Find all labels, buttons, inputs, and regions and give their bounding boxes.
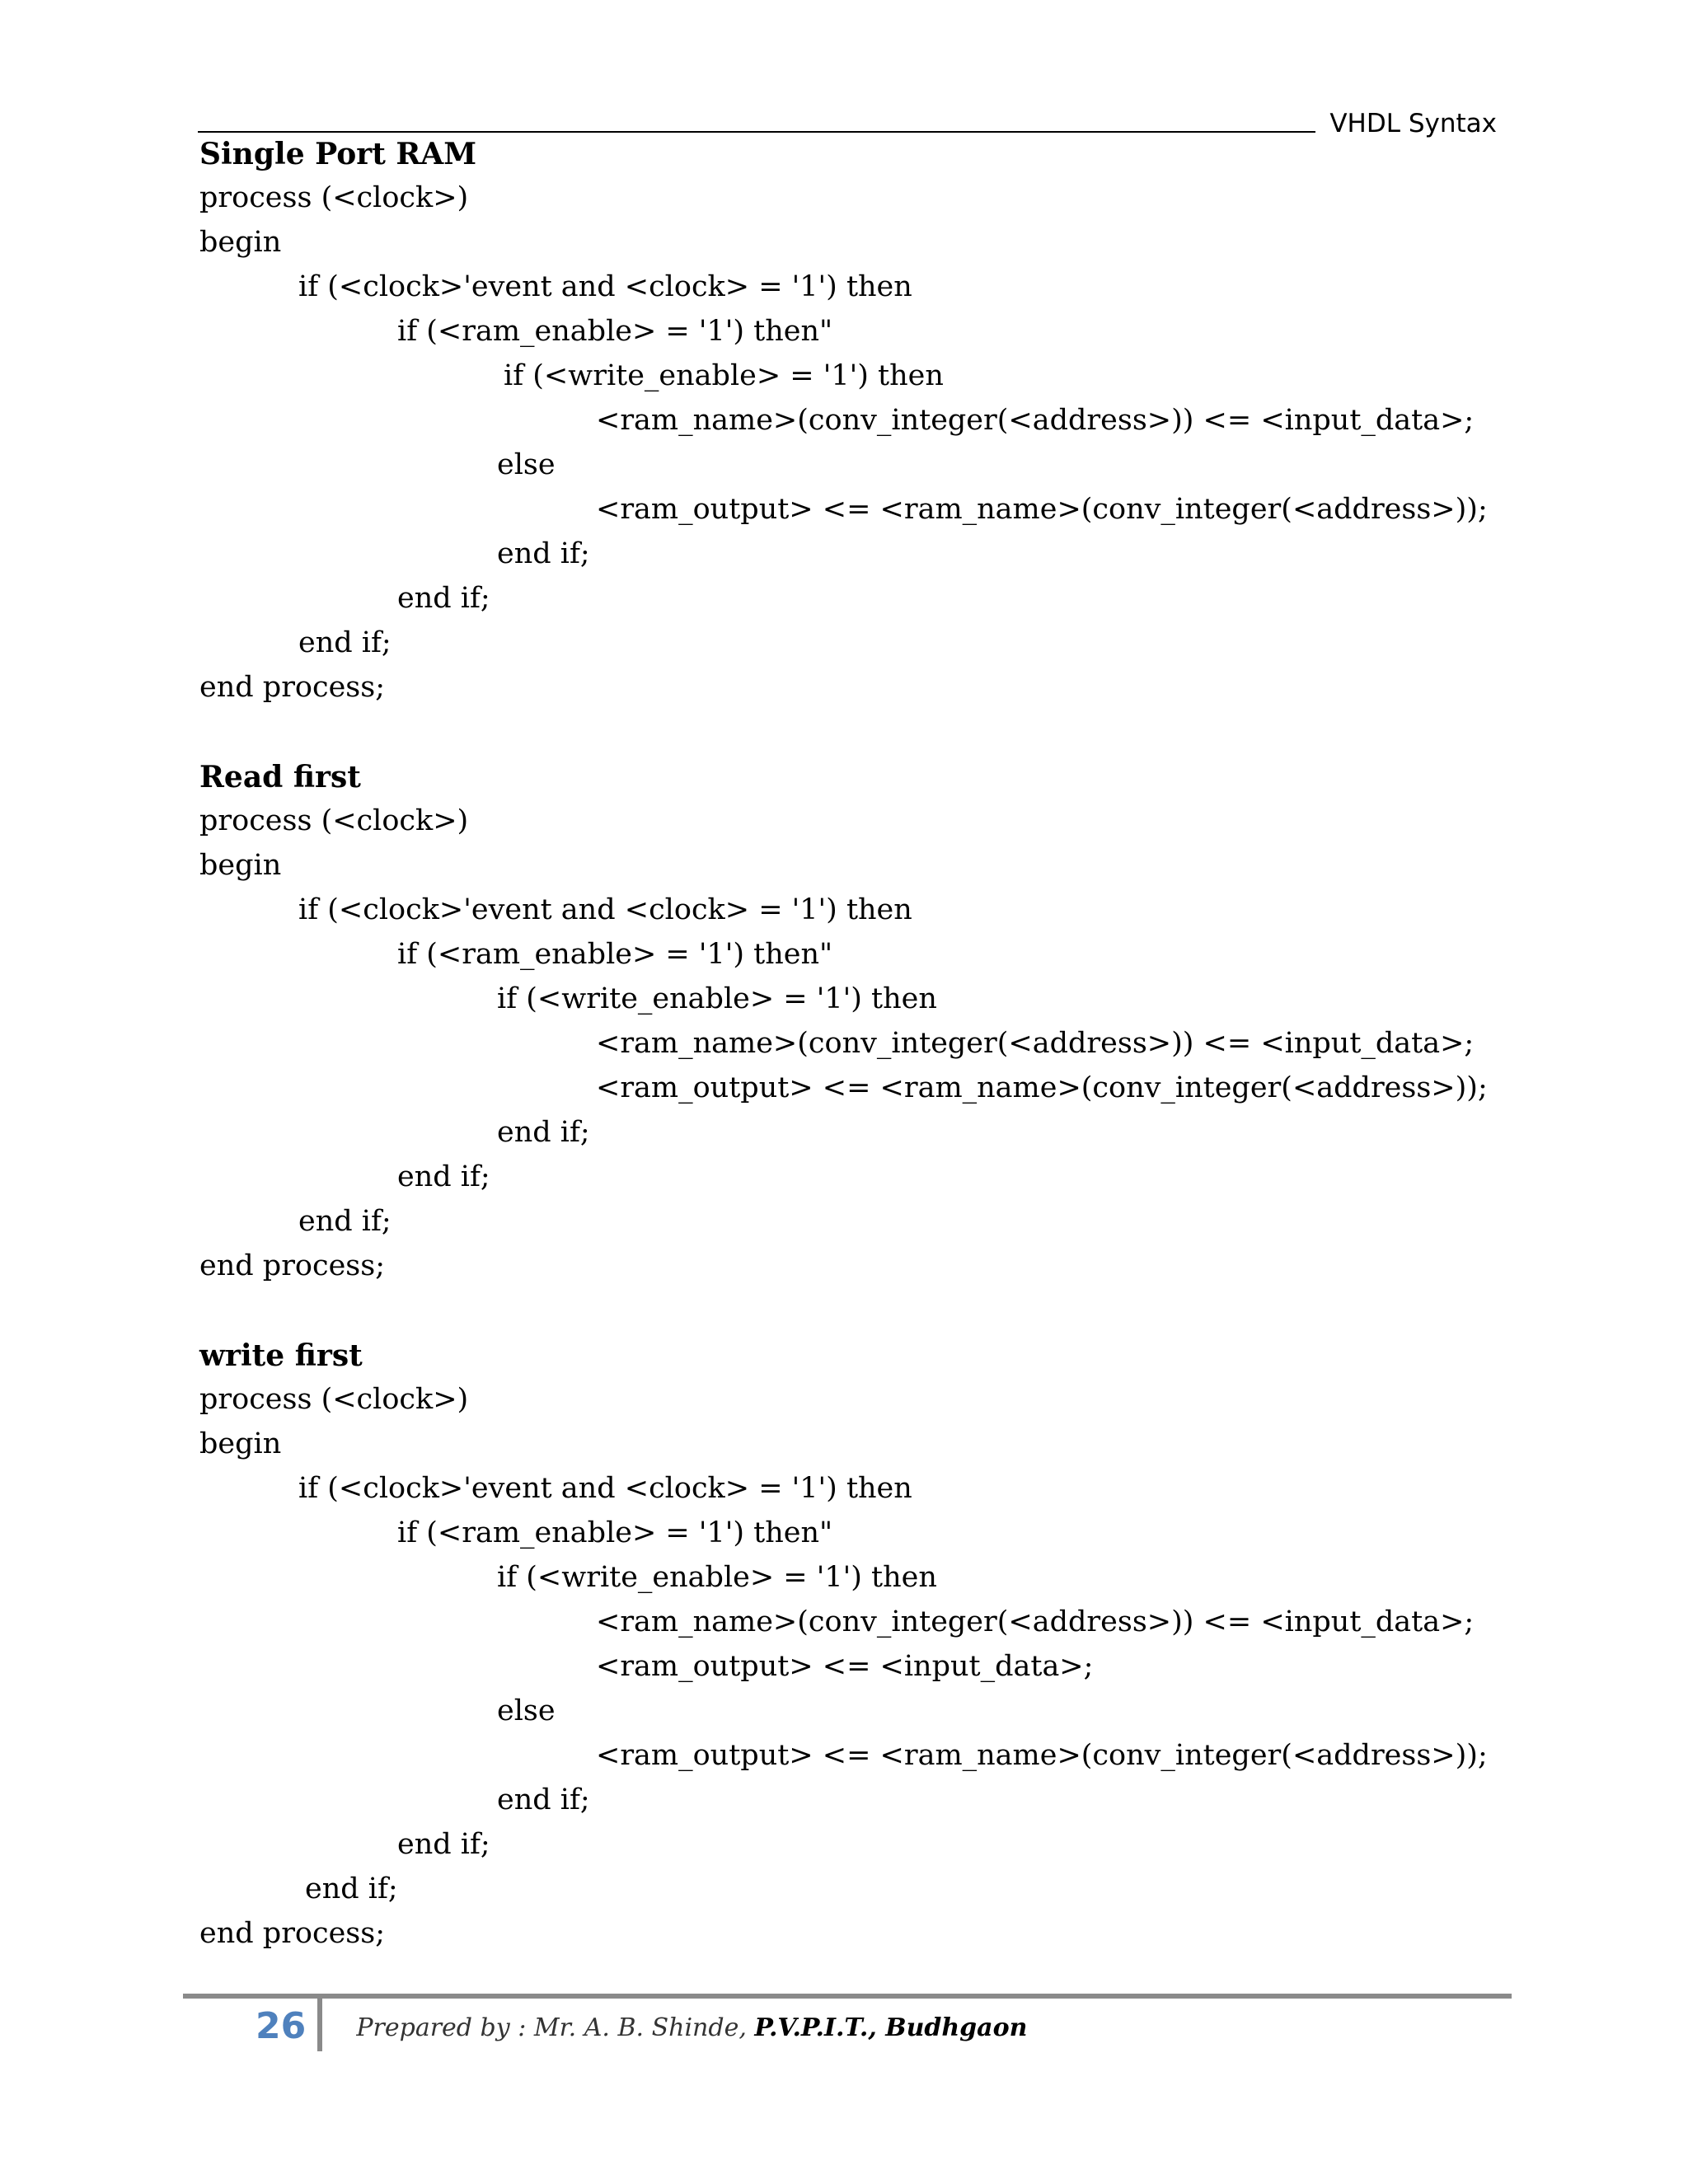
code-line: begin — [199, 226, 282, 259]
institution-text: P.V.P.I.T., Budhgaon — [754, 2013, 1028, 2042]
code-line: begin — [199, 1427, 282, 1460]
header-rule — [198, 131, 1315, 133]
code-line: process (<clock>) — [199, 1383, 469, 1416]
code-line: begin — [199, 849, 282, 882]
code-line: end if; — [298, 1205, 392, 1238]
code-line: if (<ram_enable> = '1') then" — [397, 315, 833, 348]
code-line: end if; — [497, 1116, 590, 1149]
prepared-by-text: Prepared by : Mr. A. B. Shinde, — [356, 2013, 755, 2042]
code-line: if (<ram_enable> = '1') then" — [397, 1516, 833, 1549]
code-line: else — [497, 448, 556, 481]
code-line: <ram_name>(conv_integer(<address>)) <= <input_data>; — [596, 404, 1475, 437]
footer-rule — [183, 1994, 1512, 1999]
code-line: <ram_name>(conv_integer(<address>)) <= <input_data>; — [596, 1027, 1475, 1060]
code-line: else — [497, 1694, 556, 1727]
code-line: if (<clock>'event and <clock> = '1') then — [298, 270, 912, 303]
code-line: end if; — [397, 582, 490, 615]
section-title: Read first — [199, 760, 361, 794]
code-line: end if; — [298, 626, 392, 659]
code-line: <ram_output> <= <ram_name>(conv_integer(<address>)); — [596, 1739, 1488, 1772]
section-title: Single Port RAM — [199, 137, 477, 171]
code-line: process (<clock>) — [199, 804, 469, 837]
code-line: end process; — [199, 1917, 386, 1950]
code-line: end process; — [199, 1249, 386, 1282]
code-line: end process; — [199, 671, 386, 704]
code-line: end if; — [305, 1872, 398, 1905]
code-line: end if; — [497, 537, 590, 570]
header-title: VHDL Syntax — [1329, 109, 1497, 138]
code-line: if (<clock>'event and <clock> = '1') then — [298, 1472, 912, 1505]
code-line: <ram_output> <= <input_data>; — [596, 1650, 1094, 1683]
code-line: <ram_name>(conv_integer(<address>)) <= <input_data>; — [596, 1605, 1475, 1638]
code-line: end if; — [397, 1828, 490, 1861]
code-line: end if; — [397, 1160, 490, 1193]
footer-credit — [340, 2003, 1027, 2054]
code-line: if (<clock>'event and <clock> = '1') then — [298, 893, 912, 926]
code-line: end if; — [497, 1783, 590, 1816]
page-number: 26 — [256, 2005, 307, 2047]
code-line: if (<ram_enable> = '1') then" — [397, 938, 833, 971]
code-line: process (<clock>) — [199, 181, 469, 214]
code-line: if (<write_enable> = '1') then — [497, 1561, 937, 1594]
code-line: <ram_output> <= <ram_name>(conv_integer(<address>)); — [596, 1071, 1488, 1104]
code-line: if (<write_enable> = '1') then — [497, 982, 937, 1015]
section-title: write first — [199, 1338, 363, 1373]
code-line: if (<write_enable> = '1') then — [504, 359, 944, 392]
code-line: <ram_output> <= <ram_name>(conv_integer(<address>)); — [596, 493, 1488, 526]
page-header — [198, 101, 1497, 138]
footer-divider — [317, 1999, 322, 2051]
